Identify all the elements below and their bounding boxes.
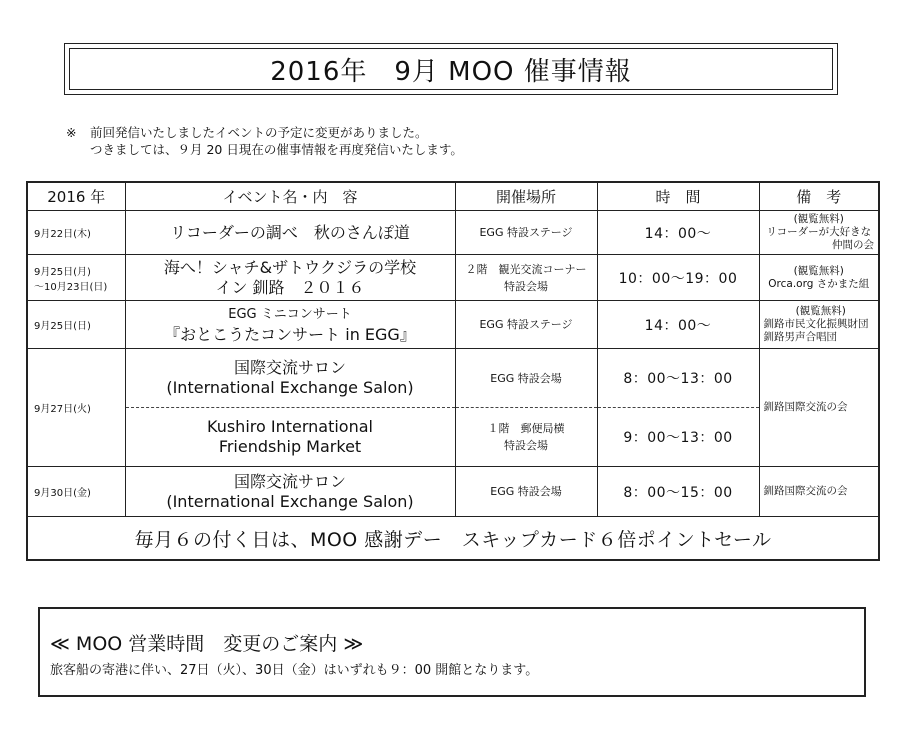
event-note — [759, 255, 879, 301]
event-line: リコーダーの調べ 秋のさんぽ道 — [170, 222, 410, 242]
table-row — [27, 408, 879, 467]
note-line: Orca.org さかまた組 — [768, 277, 870, 290]
notice — [66, 124, 463, 158]
event-date: 9月25日(日) — [27, 301, 125, 349]
header-venue: 開催場所 — [455, 182, 597, 211]
note-line: (観覧無料) — [793, 213, 844, 225]
table-row — [27, 349, 879, 408]
event-date: 9月22日(木) — [27, 211, 125, 255]
event-line: (International Exchange Salon) — [166, 378, 414, 397]
event-line: Kushiro International — [207, 417, 373, 436]
table-row — [27, 467, 879, 517]
hours-notice-box — [38, 607, 866, 697]
event-line: 『おとこうたコンサート in EGG』 — [164, 324, 416, 344]
note-line: 釧路市民文化振興財団 — [763, 318, 869, 330]
table-row — [27, 211, 879, 255]
event-venue: EGG 特設会場 — [455, 349, 597, 408]
hours-title: ≪ MOO 営業時間 変更のご案内 ≫ — [50, 633, 364, 655]
event-line: EGG ミニコンサート — [228, 306, 352, 322]
event-note: 釧路国際交流の会 — [759, 467, 879, 517]
event-line: 海へ！シャチ&ザトウクジラの学校 — [163, 257, 417, 277]
event-venue: EGG 特設会場 — [455, 467, 597, 517]
date-line: 9月25日(月) — [34, 266, 91, 278]
note-line: (観覧無料) — [793, 264, 844, 277]
event-line: Friendship Market — [218, 437, 362, 456]
event-name — [125, 467, 455, 517]
event-line: (International Exchange Salon) — [166, 491, 414, 511]
event-note: 釧路国際交流の会 — [759, 349, 879, 467]
table-header-row — [27, 182, 879, 211]
title-frame — [64, 43, 838, 95]
page-title: 2016年 9月 MOO 催事情報 — [69, 48, 833, 90]
event-date — [27, 255, 125, 301]
event-time: 14：00～ — [597, 211, 759, 255]
header-time: 時 間 — [597, 182, 759, 211]
header-year: 2016 年 — [27, 182, 125, 211]
venue-line: １階 郵便局横 — [487, 422, 565, 435]
header-event: イベント名・内 容 — [125, 182, 455, 211]
note-line: 仲間の会 — [832, 239, 874, 251]
note-line: 釧路男声合唱団 — [763, 331, 837, 343]
venue-line: EGG 特設ステージ — [479, 226, 573, 239]
event-name — [125, 349, 455, 408]
event-line: イン 釧路 ２０１６ — [215, 277, 365, 297]
table-footer: 毎月６の付く日は、MOO 感謝デー スキップカード６倍ポイントセール — [27, 517, 879, 561]
hours-text: 旅客船の寄港に伴い、27日（火）、30日（金）はいずれも９：00 開館となります。 — [50, 663, 539, 678]
event-name — [125, 211, 455, 255]
event-venue: EGG 特設ステージ — [455, 301, 597, 349]
event-name — [125, 255, 455, 301]
note-line: (観覧無料) — [795, 305, 846, 317]
event-time: 10：00～19：00 — [597, 255, 759, 301]
event-venue — [455, 211, 597, 255]
date-line: ～10月23日(日) — [34, 281, 108, 293]
table-row — [27, 301, 879, 349]
event-time: 8：00～15：00 — [597, 467, 759, 517]
venue-line: ２階 観光交流コーナー — [465, 262, 587, 276]
event-date: 9月30日(金) — [27, 467, 125, 517]
note-line: リコーダーが大好きな — [766, 226, 872, 238]
table-footer-row — [27, 517, 879, 561]
venue-line: 特設会場 — [504, 279, 548, 293]
event-line: 国際交流サロン — [233, 471, 346, 491]
event-note — [759, 301, 879, 349]
event-venue — [455, 408, 597, 467]
table-row — [27, 255, 879, 301]
event-date: 9月27日(火) — [27, 349, 125, 467]
event-time: 8：00～13：00 — [597, 349, 759, 408]
note-mark: ※ — [66, 125, 77, 140]
header-note: 備 考 — [759, 182, 879, 211]
event-line: 国際交流サロン — [233, 358, 346, 377]
event-name — [125, 408, 455, 467]
event-table — [26, 181, 880, 561]
event-name — [125, 301, 455, 349]
event-time: 14：00～ — [597, 301, 759, 349]
event-venue — [455, 255, 597, 301]
notice-line-2: つきましては、９月 20 日現在の催事情報を再度発信いたします。 — [90, 142, 463, 157]
event-time: 9：00～13：00 — [597, 408, 759, 467]
notice-line-1: 前回発信いたしましたイベントの予定に変更がありました。 — [90, 125, 428, 140]
event-note — [759, 211, 879, 255]
venue-line: 特設会場 — [504, 439, 548, 452]
